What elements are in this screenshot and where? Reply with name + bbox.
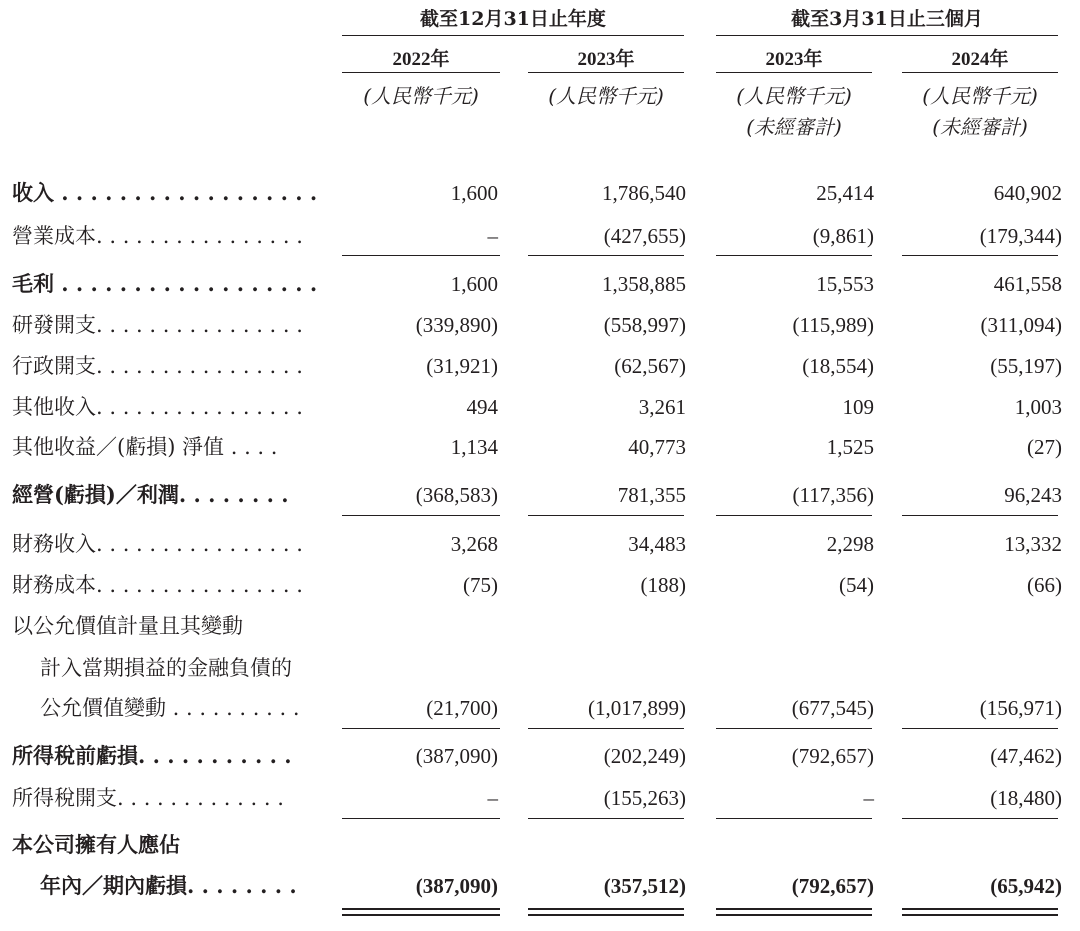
group-header-annual: 截至12月31日止年度 xyxy=(420,8,606,30)
row-value-col-1: (368,583) xyxy=(415,483,498,507)
table-row xyxy=(0,651,1080,685)
row-value-col-2: 1,786,540 xyxy=(602,181,686,205)
table-row xyxy=(0,430,1080,464)
row-value-col-4: (156,971) xyxy=(979,696,1062,720)
table-row xyxy=(0,267,1080,301)
table-row xyxy=(0,781,1080,815)
table-row xyxy=(0,478,1080,512)
section-rule xyxy=(528,728,684,729)
col-unit-2: (人民幣千元) xyxy=(548,84,664,108)
row-value-col-2: (62,567) xyxy=(614,354,686,378)
row-value-col-4: 96,243 xyxy=(1004,483,1062,507)
row-value-col-3: (792,657) xyxy=(791,744,874,768)
section-rule xyxy=(716,515,872,516)
section-rule xyxy=(342,255,500,256)
row-value-col-3: (792,657) xyxy=(791,874,874,898)
row-value-col-1: 1,600 xyxy=(450,181,498,205)
section-rule xyxy=(716,255,872,256)
row-value-col-1: 3,268 xyxy=(450,532,498,556)
row-value-col-4: (66) xyxy=(1027,573,1062,597)
col-unit-1: (人民幣千元) xyxy=(363,84,479,108)
row-value-col-4: (311,094) xyxy=(980,313,1062,337)
row-value-col-1: 1,134 xyxy=(450,435,498,459)
row-value-col-3: – xyxy=(863,786,874,810)
row-value-col-3: (54) xyxy=(839,573,874,597)
total-double-rule xyxy=(342,908,500,916)
row-value-col-2: 40,773 xyxy=(628,435,686,459)
col-note-3: (未經審計) xyxy=(746,115,842,139)
total-double-rule xyxy=(716,908,872,916)
section-rule xyxy=(902,515,1058,516)
row-value-col-3: (117,356) xyxy=(792,483,874,507)
table-row xyxy=(0,869,1080,903)
col-year-1: 2022年 xyxy=(392,49,450,70)
row-value-col-4: 640,902 xyxy=(993,181,1062,205)
row-label: 經營(虧損)／利潤. . . . . . . . xyxy=(12,482,289,507)
row-value-col-1: (387,090) xyxy=(415,744,498,768)
row-value-col-4: 13,332 xyxy=(1004,532,1062,556)
row-value-col-2: (202,249) xyxy=(603,744,686,768)
section-rule xyxy=(716,818,872,819)
row-value-col-4: (55,197) xyxy=(990,354,1062,378)
row-label: 毛利 . . . . . . . . . . . . . . . . . . xyxy=(12,271,318,296)
row-value-col-2: (1,017,899) xyxy=(588,696,686,720)
year-rule-2 xyxy=(528,72,684,73)
section-rule xyxy=(528,818,684,819)
table-row xyxy=(0,691,1080,725)
row-label: 本公司擁有人應佔 xyxy=(12,832,180,857)
row-value-col-1: 1,600 xyxy=(450,272,498,296)
section-rule xyxy=(528,515,684,516)
row-value-col-1: 494 xyxy=(466,395,498,419)
col-year-4: 2024年 xyxy=(951,49,1009,70)
row-label: 財務成本. . . . . . . . . . . . . . . . xyxy=(12,573,303,597)
section-rule xyxy=(902,728,1058,729)
row-value-col-2: (427,655) xyxy=(603,224,686,248)
group-rule-annual xyxy=(342,35,684,36)
row-value-col-3: 25,414 xyxy=(816,181,874,205)
row-value-col-1: (387,090) xyxy=(415,874,498,898)
row-label: 所得稅開支. . . . . . . . . . . . . xyxy=(12,786,284,810)
row-label: 所得稅前虧損. . . . . . . . . . . xyxy=(12,743,292,768)
row-value-col-1: (21,700) xyxy=(426,696,498,720)
section-rule xyxy=(716,728,872,729)
col-note-4: (未經審計) xyxy=(932,115,1028,139)
table-row xyxy=(0,390,1080,424)
total-double-rule xyxy=(528,908,684,916)
row-label: 收入 . . . . . . . . . . . . . . . . . . xyxy=(12,180,318,205)
row-value-col-3: 1,525 xyxy=(826,435,874,459)
row-value-col-4: 461,558 xyxy=(993,272,1062,296)
total-double-rule xyxy=(902,908,1058,916)
group-header-quarter: 截至3月31日止三個月 xyxy=(791,8,983,30)
col-unit-3: (人民幣千元) xyxy=(736,84,852,108)
row-value-col-3: 109 xyxy=(842,395,874,419)
row-label: 以公允價值計量且其變動 xyxy=(12,614,243,638)
section-rule xyxy=(342,728,500,729)
row-label: 其他收益／(虧損) 淨值 . . . . xyxy=(12,435,278,459)
table-row xyxy=(0,568,1080,602)
year-rule-4 xyxy=(902,72,1058,73)
row-value-col-1: (75) xyxy=(463,573,498,597)
table-row xyxy=(0,609,1080,643)
row-label: 研發開支. . . . . . . . . . . . . . . . xyxy=(12,313,303,337)
year-rule-3 xyxy=(716,72,872,73)
row-label: 營業成本. . . . . . . . . . . . . . . . xyxy=(12,224,303,248)
row-value-col-2: (558,997) xyxy=(603,313,686,337)
table-row xyxy=(0,739,1080,773)
row-value-col-2: (155,263) xyxy=(603,786,686,810)
row-value-col-3: 2,298 xyxy=(826,532,874,556)
col-unit-4: (人民幣千元) xyxy=(922,84,1038,108)
row-label: 公允價值變動 . . . . . . . . . . xyxy=(40,696,300,720)
col-year-2: 2023年 xyxy=(577,49,635,70)
row-label: 年內／期內虧損. . . . . . . . xyxy=(40,873,297,898)
table-row xyxy=(0,219,1080,253)
row-label: 其他收入. . . . . . . . . . . . . . . . xyxy=(12,395,303,419)
row-value-col-1: (31,921) xyxy=(426,354,498,378)
row-value-col-4: (65,942) xyxy=(990,874,1062,898)
row-value-col-2: 1,358,885 xyxy=(602,272,686,296)
section-rule xyxy=(342,818,500,819)
row-value-col-3: (18,554) xyxy=(802,354,874,378)
table-row xyxy=(0,349,1080,383)
row-value-col-4: (47,462) xyxy=(990,744,1062,768)
row-value-col-3: (115,989) xyxy=(792,313,874,337)
row-value-col-2: (188) xyxy=(640,573,686,597)
row-value-col-2: (357,512) xyxy=(603,874,686,898)
group-rule-quarter xyxy=(716,35,1058,36)
row-label: 財務收入. . . . . . . . . . . . . . . . xyxy=(12,532,303,556)
row-value-col-2: 3,261 xyxy=(638,395,686,419)
row-value-col-2: 781,355 xyxy=(617,483,686,507)
section-rule xyxy=(528,255,684,256)
row-value-col-3: (677,545) xyxy=(791,696,874,720)
row-value-col-1: – xyxy=(487,786,498,810)
row-value-col-4: (18,480) xyxy=(990,786,1062,810)
col-year-3: 2023年 xyxy=(765,49,823,70)
row-value-col-2: 34,483 xyxy=(628,532,686,556)
row-value-col-3: 15,553 xyxy=(816,272,874,296)
table-row xyxy=(0,828,1080,862)
row-value-col-4: 1,003 xyxy=(1014,395,1062,419)
year-rule-1 xyxy=(342,72,500,73)
section-rule xyxy=(902,255,1058,256)
row-label: 計入當期損益的金融負債的 xyxy=(40,656,292,680)
row-value-col-1: (339,890) xyxy=(415,313,498,337)
section-rule xyxy=(342,515,500,516)
row-value-col-4: (27) xyxy=(1027,435,1062,459)
row-label: 行政開支. . . . . . . . . . . . . . . . xyxy=(12,354,303,378)
row-value-col-1: – xyxy=(487,224,498,248)
section-rule xyxy=(902,818,1058,819)
row-value-col-4: (179,344) xyxy=(979,224,1062,248)
table-row xyxy=(0,308,1080,342)
row-value-col-3: (9,861) xyxy=(812,224,874,248)
table-row xyxy=(0,176,1080,210)
table-row xyxy=(0,527,1080,561)
